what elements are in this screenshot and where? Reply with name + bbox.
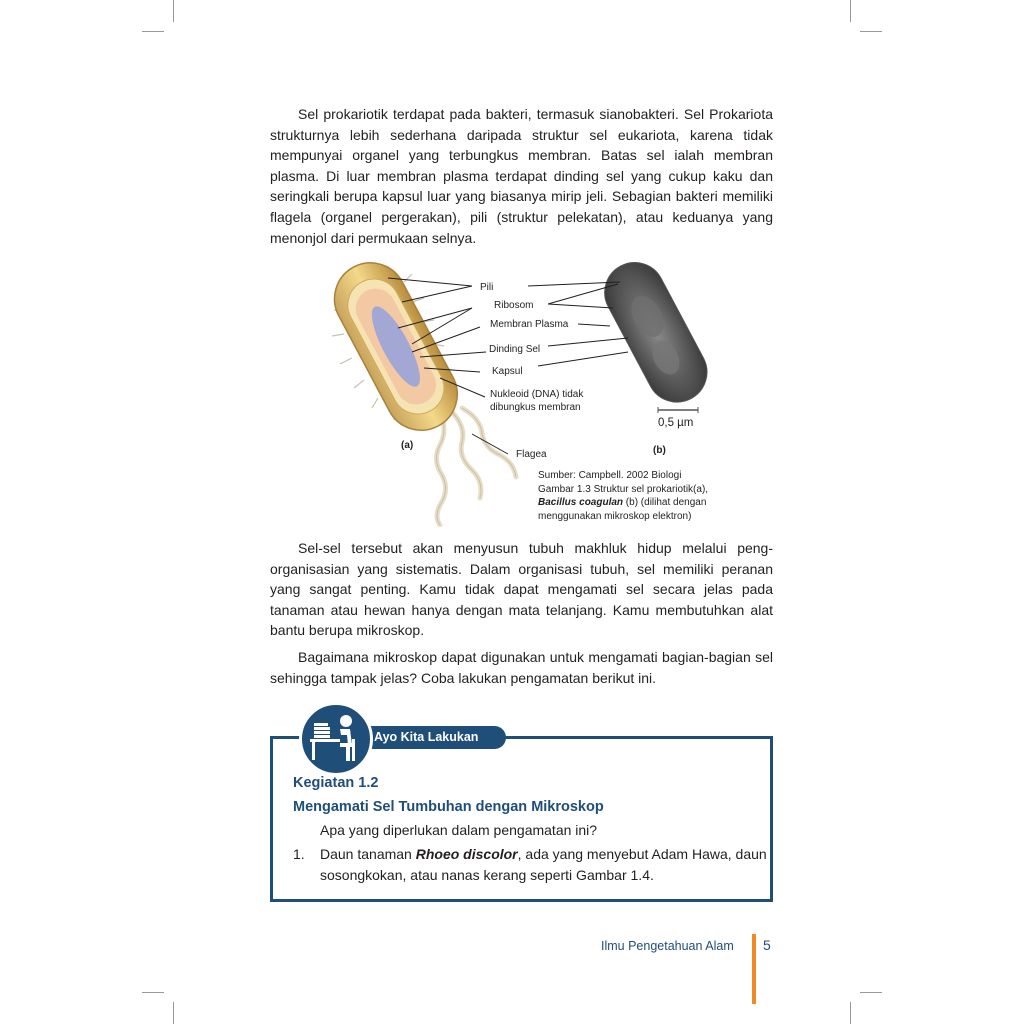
crop-mark xyxy=(173,1002,174,1024)
paragraph-mikroskop: Bagaimana mikroskop dapat digunakan untuk mengamati bagian-bagian sel sehingga tampak jelas? Coba lakukan pengamatan berikut ini. xyxy=(270,648,773,686)
label-kapsul: Kapsul xyxy=(492,366,523,377)
paragraph-organisasi: Sel-sel tersebut akan menyusun tubuh makhluk hidup melalui peng-organisasian yang sistematis. Dalam organisasi tubuh, sel memiliki peranan yang sangat penting. Kamu tidak dapat mengamati sel secara jelas pada tanaman atau hewan hanya dengan mata telanjang. Kamu membutuhkan alat bantu berupa mikroskop. xyxy=(270,540,773,639)
activity-number: Kegiatan 1.2 xyxy=(293,775,379,791)
student-at-desk-icon xyxy=(302,705,370,773)
label-scale: 0,5 µm xyxy=(658,417,694,429)
crop-mark xyxy=(860,31,882,32)
intro-paragraph xyxy=(270,104,773,248)
label-nukleoid-1: Nukleoid (DNA) tidak xyxy=(490,389,584,400)
paragraph-prokariotik: Sel prokariotik terdapat pada bakteri, termasuk sianobakteri. Sel Prokariota strukturnya lebih sederhana daripada struktur sel eukariota, karena tidak mempunyai organel yang terbungkus membran. Batas sel ialah membran plasma. Di luar membran plasma terdapat dinding sel yang cukup kaku dan seringkali berupa kapsul luar yang biasanya mirip jeli. Sebagian bakteri memiliki flagela (organel pergerakan), pili (struktur pelekatan), atau keduanya yang menonjol dari permukaan selnya. xyxy=(270,106,773,246)
activity-item-number: 1. xyxy=(293,846,305,862)
crop-mark xyxy=(173,0,174,22)
page-number: 5 xyxy=(763,937,771,953)
label-ribosom: Ribosom xyxy=(494,300,534,311)
activity-item-post: , ada yang menyebut Adam Hawa, daun xyxy=(517,846,767,862)
activity-title: Mengamati Sel Tumbuhan dengan Mikroskop xyxy=(293,799,604,815)
footer-divider xyxy=(752,934,756,1004)
label-flagea: Flagea xyxy=(516,449,547,460)
footer-book-title: Ilmu Pengetahuan Alam xyxy=(601,939,734,953)
activity-item-1-line-2: sosongkokan, atau nanas kerang seperti Gambar 1.4. xyxy=(320,867,654,883)
label-dinding-sel: Dinding Sel xyxy=(489,344,541,355)
crop-mark xyxy=(850,1002,851,1024)
activity-item-pre: Daun tanaman xyxy=(320,846,416,862)
body-paragraphs xyxy=(270,538,773,688)
crop-mark xyxy=(860,992,882,993)
activity-banner: Ayo Kita Lakukan xyxy=(340,726,506,749)
caption-species: Bacillus coagulan xyxy=(538,497,624,508)
crop-mark xyxy=(142,992,164,993)
flagella xyxy=(436,408,516,525)
caption-line-4: menggunakan mikroskop elektron) xyxy=(538,510,692,522)
micrograph xyxy=(594,262,717,413)
figure-caption xyxy=(538,469,708,523)
label-nukleoid-2: dibungkus membran xyxy=(490,402,581,413)
caption-source: Sumber: Campbell. 2002 Biologi xyxy=(538,470,682,481)
caption-line-3 xyxy=(538,496,708,510)
crop-mark xyxy=(850,0,851,22)
label-panel-a: (a) xyxy=(401,440,414,451)
activity-item-species: Rhoeo discolor xyxy=(415,846,518,862)
caption-line-3-rest: (b) (dilihat dengan xyxy=(623,497,707,508)
activity-item-1 xyxy=(320,844,767,865)
activity-icon-circle xyxy=(299,702,373,776)
caption-title: Gambar 1.3 Struktur sel prokariotik(a), xyxy=(538,483,709,495)
figure-prokaryotic-cell xyxy=(300,262,760,527)
label-pili: Pili xyxy=(480,282,494,293)
label-panel-b: (b) xyxy=(653,445,666,456)
label-membran-plasma: Membran Plasma xyxy=(490,319,569,330)
activity-question: Apa yang diperlukan dalam pengamatan ini? xyxy=(320,822,598,838)
crop-mark xyxy=(142,31,164,32)
